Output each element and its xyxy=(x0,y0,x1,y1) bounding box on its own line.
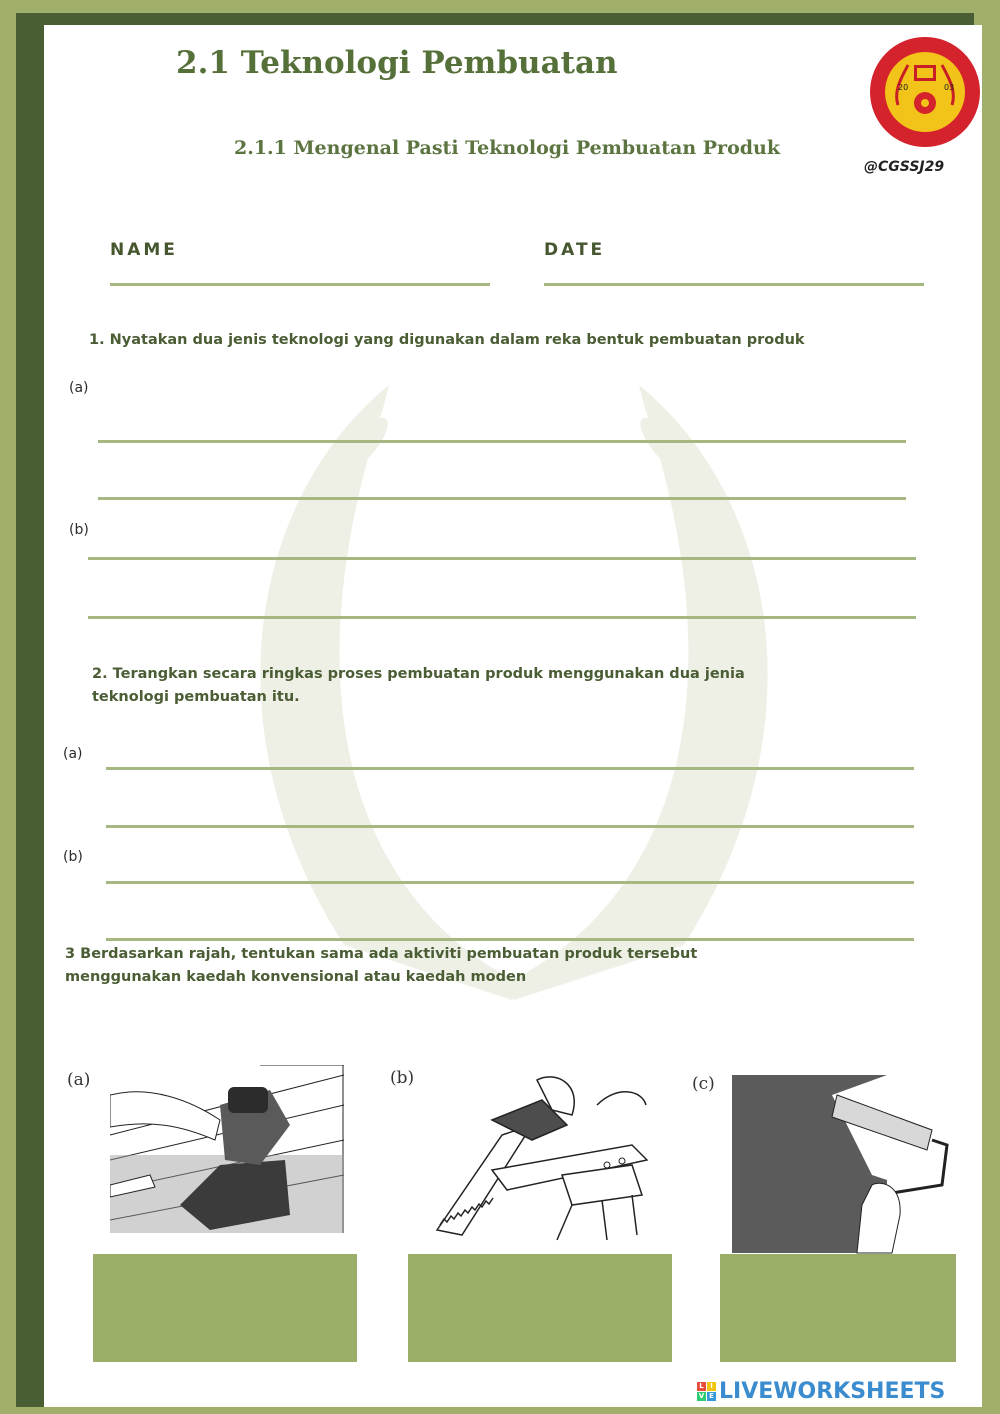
question-3-line-2: menggunakan kaedah konvensional atau kaedah moden xyxy=(65,969,527,985)
answer-line-1b-1[interactable] xyxy=(88,557,916,560)
question-2-line-2: teknologi pembuatan itu. xyxy=(92,689,300,705)
figure-b-label: (b) xyxy=(390,1068,415,1088)
question-2-text xyxy=(92,663,745,709)
page-subtitle: 2.1.1 Mengenal Pasti Teknologi Pembuatan Produk xyxy=(234,137,780,159)
question-1-text: 1. Nyatakan dua jenis teknologi yang digunakan dalam reka bentuk pembuatan produk xyxy=(89,332,805,348)
question-1a-label: (a) xyxy=(69,380,89,396)
worksheet-paper xyxy=(44,25,982,1407)
answer-box-b[interactable] xyxy=(408,1254,672,1362)
name-field-line[interactable] xyxy=(110,283,490,286)
question-2a-label: (a) xyxy=(63,746,83,762)
question-2-line-1: 2. Terangkan secara ringkas proses pembuatan produk menggunakan dua jenia xyxy=(92,666,745,682)
page-frame xyxy=(16,13,974,1407)
answer-line-1a-1[interactable] xyxy=(98,440,906,443)
answer-box-c[interactable] xyxy=(720,1254,956,1362)
school-logo-icon xyxy=(868,35,982,150)
answer-line-2b-1[interactable] xyxy=(106,881,914,884)
answer-line-2a-1[interactable] xyxy=(106,767,914,770)
answer-line-1b-2[interactable] xyxy=(88,616,916,619)
logo-year-left: 20 xyxy=(898,83,909,92)
liveworksheets-text: LIVEWORKSHEETS xyxy=(719,1379,946,1404)
answer-line-2b-2[interactable] xyxy=(106,938,914,941)
nail-gun-illustration-icon xyxy=(110,1065,344,1233)
answer-line-2a-2[interactable] xyxy=(106,825,914,828)
paint-roller-illustration-icon xyxy=(732,1075,962,1255)
answer-line-1a-2[interactable] xyxy=(98,497,906,500)
question-1b-label: (b) xyxy=(69,522,89,538)
page-title: 2.1 Teknologi Pembuatan xyxy=(176,45,618,81)
liveworksheets-logo-icon: L I V E xyxy=(697,1382,716,1401)
hand-saw-illustration-icon xyxy=(432,1065,648,1243)
logo-year-right: 03 xyxy=(944,83,955,92)
question-3-line-1: 3 Berdasarkan rajah, tentukan sama ada aktiviti pembuatan produk tersebut xyxy=(65,946,698,962)
question-2b-label: (b) xyxy=(63,849,83,865)
question-3-text xyxy=(65,943,697,989)
liveworksheets-brand[interactable] xyxy=(697,1379,945,1404)
answer-box-a[interactable] xyxy=(93,1254,357,1362)
date-label: DATE xyxy=(544,240,606,260)
date-field-line[interactable] xyxy=(544,283,924,286)
name-label: NAME xyxy=(110,240,178,260)
figure-c-label: (c) xyxy=(692,1074,715,1094)
school-handle: @CGSSJ29 xyxy=(864,159,945,175)
figure-a-label: (a) xyxy=(67,1070,91,1090)
